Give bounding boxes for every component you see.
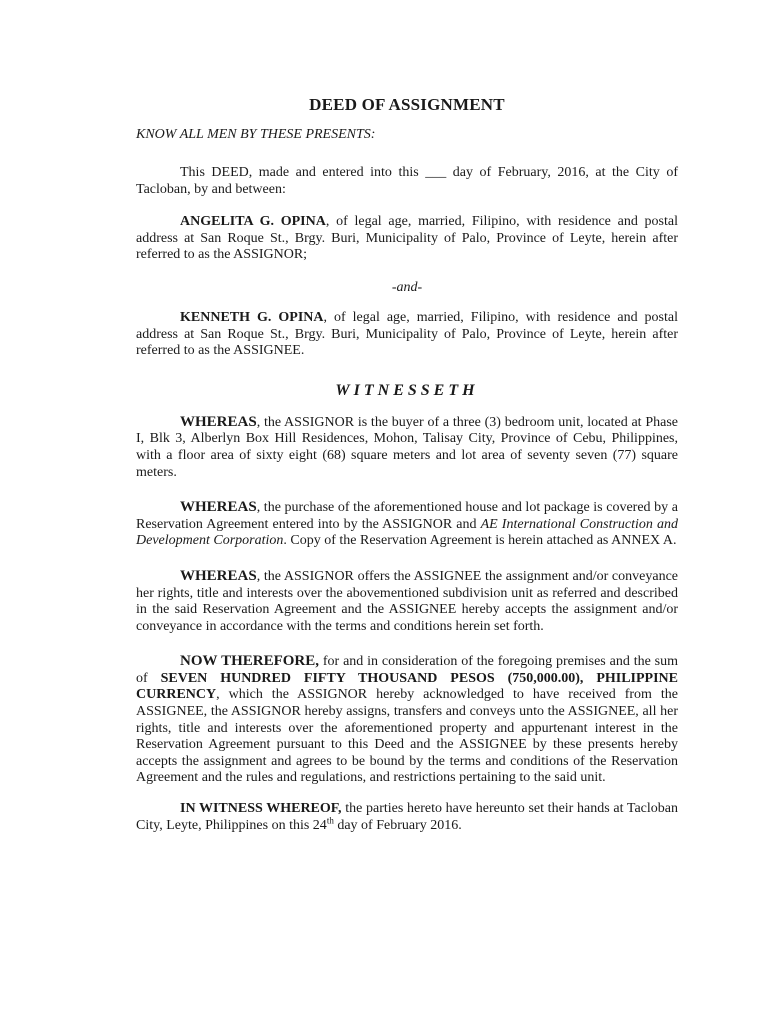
- whereas-lead: WHEREAS: [180, 567, 257, 584]
- whereas-lead: WHEREAS: [180, 499, 257, 516]
- witnesseth-heading: WITNESSETH: [335, 381, 479, 399]
- ordinal-suffix: th: [326, 814, 334, 825]
- whereas-paragraph-3: [136, 568, 678, 635]
- intro-paragraph: This DEED, made and entered into this ___ day of February, 2016, at the City of Tacloban, by and between:: [136, 165, 678, 197]
- whereas-paragraph-1: [136, 414, 678, 481]
- assignor-text: , of legal age, married, Filipino, with residence and postal address at San Roque St., Brgy. Buri, Municipality of Palo, Province of Leyte, herein after referred to as the ASSIGNOR;: [136, 214, 679, 263]
- whereas-text: , the purchase of the aforementioned house and lot package is covered by a Reservation Agreement entered into by the ASSIGNOR and: [136, 500, 678, 532]
- in-witness-text: day of February 2016.: [333, 817, 462, 833]
- company-name: AE International Construction and Development Corporation: [136, 516, 679, 549]
- whereas-lead: WHEREAS: [180, 413, 257, 430]
- now-therefore-text: , which the ASSIGNOR hereby acknowledged to have received from the ASSIGNEE, the ASSIGNOR hereby assigns, transfers and conveys unto the ASSIGNEE, all her rights, title and interests over the aforementioned property and appurtenant interest in the Reservation Agreement pursuant to this Deed and the ASSIGNEE by these presents hereby accepts the assignment and agrees to be bound by the terms and conditions of the Reservation Agreement and the rules and regulations, and restrictions pertaining to the said unit.: [136, 687, 678, 786]
- document-title: DEED OF ASSIGNMENT: [309, 95, 505, 114]
- assignor-name: ANGELITA G. OPINA: [180, 214, 326, 230]
- now-therefore-paragraph: [136, 653, 678, 787]
- assignee-text: , of legal age, married, Filipino, with residence and postal address at San Roque St., Brgy. Buri, Municipality of Palo, Province of Leyte, herein after referred to as the ASSIGNEE.: [136, 309, 678, 359]
- know-all-men-heading: KNOW ALL MEN BY THESE PRESENTS:: [136, 127, 376, 142]
- whereas-paragraph-2: [136, 499, 678, 550]
- assignee-paragraph: [136, 310, 678, 360]
- whereas-text: , the ASSIGNOR offers the ASSIGNEE the assignment and/or conveyance her rights, title and interests over the abovementioned subdivision unit as referred and described in the said Reservation Agreement and the ASSIGNEE hereby accepts the assignment and/or conveyance in accordance with the terms and conditions herein set forth.: [136, 568, 678, 634]
- and-separator: -and-: [391, 279, 423, 295]
- in-witness-lead: IN WITNESS WHEREOF,: [180, 801, 342, 817]
- document-body: [136, 95, 678, 834]
- in-witness-paragraph: [136, 801, 678, 834]
- assignor-paragraph: [136, 214, 678, 264]
- assignee-name: KENNETH G. OPINA: [180, 309, 324, 325]
- now-therefore-lead: NOW THEREFORE,: [180, 653, 320, 670]
- whereas-text: , the ASSIGNOR is the buyer of a three (3) bedroom unit, located at Phase I, Blk 3, Alberlyn Box Hill Residences, Mohon, Talisay City, Province of Cebu, Philippines, with a floor area of sixty eight (68) square meters and lot area of seventy seven (77) square meters.: [136, 414, 678, 480]
- whereas-text: . Copy of the Reservation Agreement is herein attached as ANNEX A.: [283, 533, 677, 549]
- consideration-amount: SEVEN HUNDRED FIFTY THOUSAND PESOS (750,000.00), PHILIPPINE CURRENCY: [136, 670, 678, 703]
- in-witness-text: the parties hereto have hereunto set their hands at Tacloban City, Leyte, Philippines on this 24: [136, 801, 678, 833]
- now-therefore-text: for and in consideration of the foregoing premises and the sum of: [136, 654, 679, 686]
